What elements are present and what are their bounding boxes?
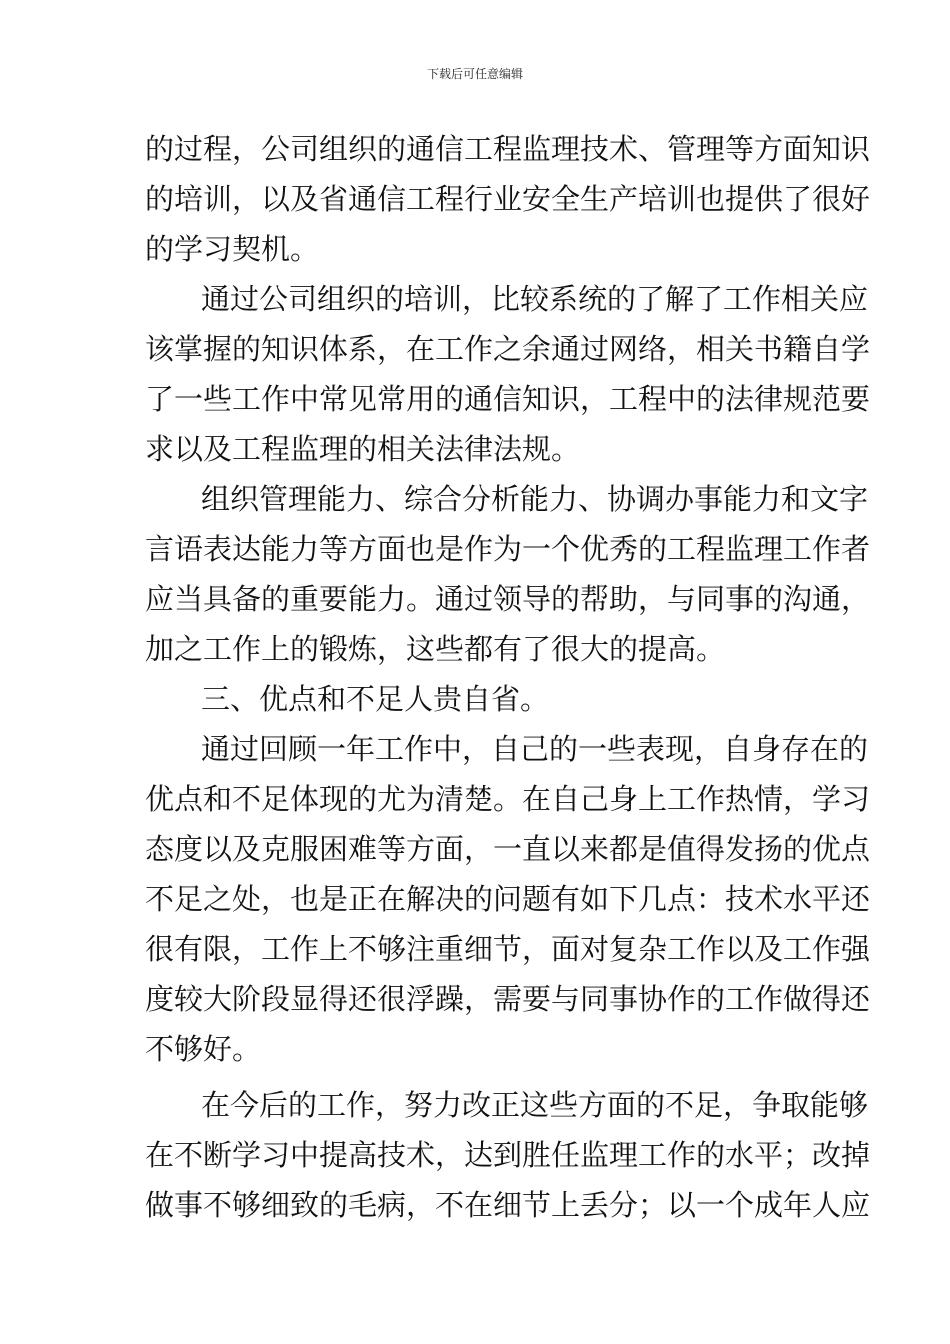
text-line: 不够好。 (145, 1032, 262, 1066)
text-line: 不足之处，也是正在解决的问题有如下几点：技术水平还 (145, 882, 871, 916)
section-heading: 三、优点和不足人贵自省。 (201, 682, 550, 716)
text-line: 了一些工作中常见常用的通信知识，工程中的法律规范要 (145, 382, 871, 416)
paragraph-first-line: 通过公司组织的培训，比较系统的了解了工作相关应 (201, 282, 869, 316)
paragraph-first-line: 组织管理能力、综合分析能力、协调办事能力和文字 (201, 482, 869, 516)
text-line: 很有限，工作上不够注重细节，面对复杂工作以及工作强 (145, 932, 871, 966)
text-line: 的学习契机。 (145, 232, 320, 266)
text-line: 该掌握的知识体系，在工作之余通过网络，相关书籍自学 (145, 332, 871, 366)
text-line: 在不断学习中提高技术，达到胜任监理工作的水平；改掉 (145, 1138, 871, 1172)
text-line: 优点和不足体现的尤为清楚。在自己身上工作热情，学习 (145, 782, 871, 816)
text-line: 求以及工程监理的相关法律法规。 (145, 432, 581, 466)
text-line: 态度以及克服困难等方面，一直以来都是值得发扬的优点 (145, 832, 871, 866)
text-line: 度较大阶段显得还很浮躁，需要与同事协作的工作做得还 (145, 982, 871, 1016)
text-line: 应当具备的重要能力。通过领导的帮助，与同事的沟通， (145, 582, 871, 616)
paragraph-first-line: 在今后的工作，努力改正这些方面的不足，争取能够 (201, 1088, 869, 1122)
text-line: 的过程，公司组织的通信工程监理技术、管理等方面知识 (145, 132, 871, 166)
text-line: 做事不够细致的毛病，不在细节上丢分；以一个成年人应 (145, 1188, 871, 1222)
paragraph-first-line: 通过回顾一年工作中，自己的一些表现，自身存在的 (201, 732, 869, 766)
text-line: 言语表达能力等方面也是作为一个优秀的工程监理工作者 (145, 532, 871, 566)
text-line: 加之工作上的锻炼，这些都有了很大的提高。 (145, 632, 726, 666)
page-header-note: 下载后可任意编辑 (426, 67, 523, 81)
text-line: 的培训，以及省通信工程行业安全生产培训也提供了很好 (145, 182, 871, 216)
document-body (145, 124, 871, 1230)
